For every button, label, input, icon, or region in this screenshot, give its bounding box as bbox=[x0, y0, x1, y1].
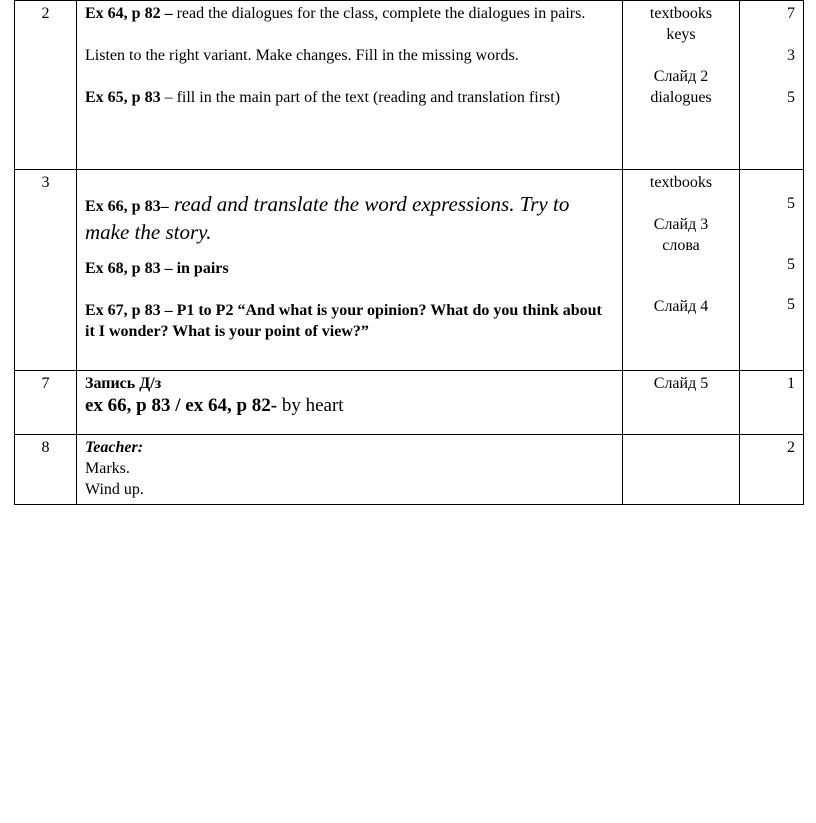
task-line bbox=[85, 394, 614, 418]
exercise-ref: Ex 64, p 82 – bbox=[85, 5, 173, 22]
time-value: 7 bbox=[787, 5, 795, 22]
time-value: 5 bbox=[787, 296, 795, 313]
task-line: Teacher: bbox=[85, 439, 144, 456]
table-row bbox=[15, 435, 804, 505]
resource-item: keys bbox=[666, 26, 696, 43]
stage-number: 2 bbox=[15, 1, 77, 170]
task-cell bbox=[77, 1, 623, 170]
task-line: Ex 68, p 83 – in pairs bbox=[85, 260, 229, 277]
task-line bbox=[85, 3, 614, 24]
stage-number: 3 bbox=[15, 170, 77, 371]
exercise-ref: Ex 65, p 83 bbox=[85, 89, 161, 106]
task-line: Запись Д/з bbox=[85, 375, 162, 392]
table-row bbox=[15, 1, 804, 170]
resource-item: Слайд 3 bbox=[653, 216, 709, 233]
time-value: 5 bbox=[787, 256, 795, 273]
task-cell bbox=[77, 435, 623, 505]
resource-item: Слайд 5 bbox=[653, 375, 709, 392]
task-line: Ex 67, p 83 – P1 to P2 “And what is your opinion? What do you think about it I wonder? What is your point of view?” bbox=[85, 302, 602, 340]
table-row bbox=[15, 170, 804, 371]
task-line bbox=[85, 190, 614, 246]
task-line: Wind up. bbox=[85, 481, 144, 498]
resource-item: dialogues bbox=[650, 89, 712, 106]
resources-cell bbox=[623, 170, 740, 371]
task-line bbox=[85, 87, 614, 108]
time-cell bbox=[740, 1, 804, 170]
resource-item: Слайд 2 bbox=[653, 68, 709, 85]
exercise-ref: ex 66, p 83 / ex 64, p 82- bbox=[85, 395, 278, 416]
stage-number: 8 bbox=[15, 435, 77, 505]
table-row bbox=[15, 371, 804, 435]
time-value: 5 bbox=[787, 195, 795, 212]
resource-item: Слайд 4 bbox=[653, 298, 709, 315]
resources-cell bbox=[623, 435, 740, 505]
task-line: Listen to the right variant. Make changes. Fill in the missing words. bbox=[85, 47, 519, 64]
exercise-ref: Ex 66, p 83– bbox=[85, 198, 169, 215]
exercise-text: by heart bbox=[277, 395, 344, 416]
resources-cell bbox=[623, 1, 740, 170]
task-line: Marks. bbox=[85, 460, 130, 477]
task-cell bbox=[77, 371, 623, 435]
time-value: 1 bbox=[787, 375, 795, 392]
exercise-text: – fill in the main part of the text (reading and translation first) bbox=[160, 89, 561, 106]
time-cell bbox=[740, 170, 804, 371]
resource-item: слова bbox=[662, 237, 700, 254]
task-cell bbox=[77, 170, 623, 371]
resource-item: textbooks bbox=[649, 174, 713, 191]
time-value: 2 bbox=[787, 439, 795, 456]
resource-item: textbooks bbox=[649, 5, 713, 22]
lesson-plan-table bbox=[14, 0, 804, 505]
time-value: 5 bbox=[787, 89, 795, 106]
exercise-text: read and translate the word expressions. Try to make the story. bbox=[85, 192, 570, 244]
stage-number: 7 bbox=[15, 371, 77, 435]
exercise-text: read the dialogues for the class, complete the dialogues in pairs. bbox=[172, 5, 586, 22]
resources-cell bbox=[623, 371, 740, 435]
time-value: 3 bbox=[787, 47, 795, 64]
time-cell bbox=[740, 371, 804, 435]
time-cell bbox=[740, 435, 804, 505]
